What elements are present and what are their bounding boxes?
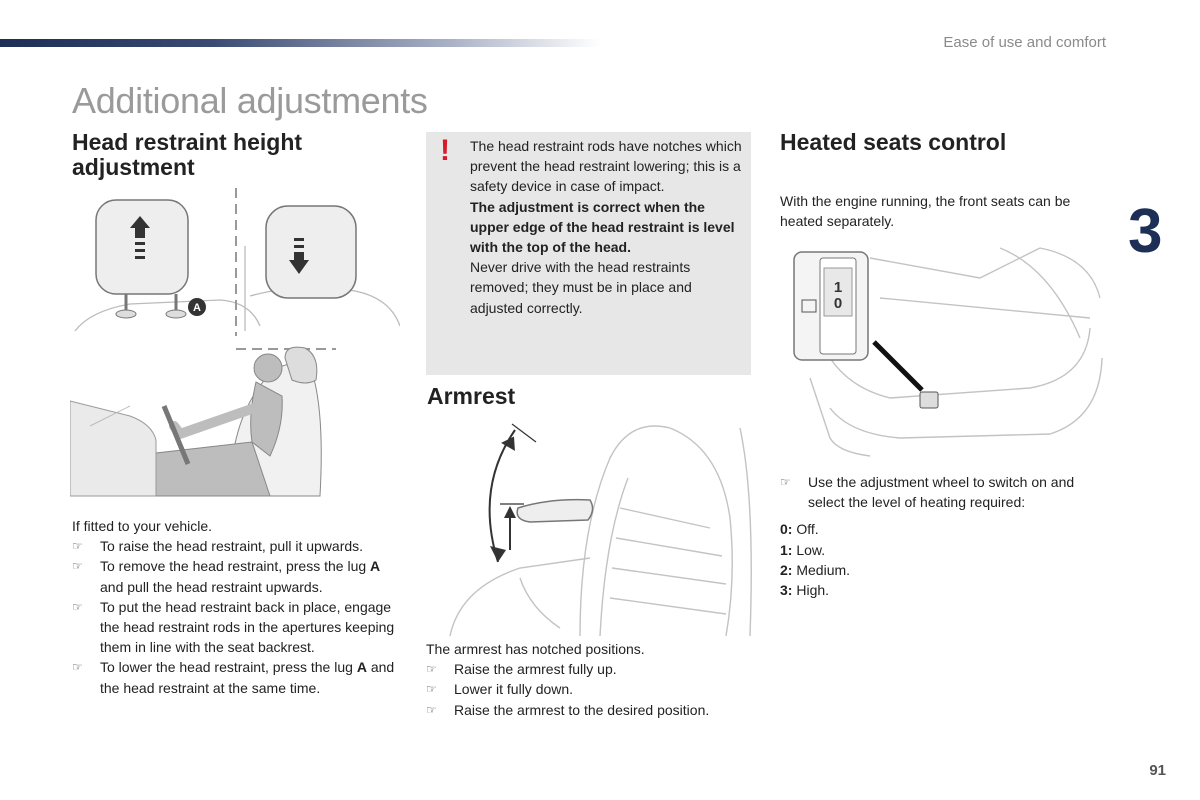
list-item: ☞ Lower it fully down. [426,679,756,699]
heat-level-high: 3: High. [780,582,830,599]
heat-level-medium: 2: Medium. [780,561,851,578]
bullet-icon: ☞ [72,599,83,614]
head-restraint-instructions [72,516,402,698]
bullet-icon: ☞ [426,682,437,697]
dial-number: 0 [833,295,843,312]
driver-seating-figure [70,346,338,498]
chapter-number: 3 [1128,197,1163,266]
header-accent-bar [0,39,600,47]
armrest-figure [440,418,760,638]
bullet-icon: ☞ [426,662,437,677]
page-title: Additional adjustments [72,80,428,121]
heated-seats-intro: With the engine running, the front seats can be heated separately. [780,193,1071,230]
heat-level-low: 1: Low. [780,541,826,558]
heat-level-off: 0: Off. [780,521,819,538]
page-number: 91 [1149,762,1166,779]
list-item: ☞ Raise the armrest fully up. [426,659,756,679]
heated-seat-figure [790,238,1106,460]
head-restraint-intro: If fitted to your vehicle. [72,518,213,534]
list-item: ☞ To put the head restraint back in place, engage the head restraint rods in the apertures keeping them in line with the seat backrest. [72,598,395,656]
list-item: ☞ Raise the armrest to the desired position. [426,700,756,720]
warning-text-bold: The adjustment is correct when the upper edge of the head restraint is level with the top of the head. [470,198,735,256]
heated-seats-heading: Heated seats control [780,129,1007,155]
head-restraint-figure [70,186,400,336]
list-item: ☞ To raise the head restraint, pull it upwards. [72,536,402,556]
warning-box [426,132,751,375]
armrest-instructions [426,639,756,720]
warning-text: The head restraint rods have notches which prevent the head restraint lowering; this is a safety device in case of impact. [470,138,742,195]
lug-a-label: A [193,302,201,314]
dial-number: 1 [833,279,843,296]
warning-text: Never drive with the head restraints removed; they must be in place and adjusted correctly. [470,259,692,316]
heated-seats-instructions [780,472,1110,600]
list-item: ☞ To lower the head restraint, press the lug A and the head restraint at the same time. [72,659,395,696]
bullet-icon: ☞ [426,702,437,717]
lug-reference: A [370,558,381,575]
armrest-heading: Armrest [427,383,516,409]
warning-icon: ! [440,134,450,167]
lug-reference: A [356,659,367,676]
armrest-intro: The armrest has notched positions. [426,641,645,657]
bullet-icon: ☞ [780,475,791,489]
section-label: Ease of use and comfort [943,34,1106,51]
list-item: ☞ Use the adjustment wheel to switch on and select the level of heating required: [780,474,1075,511]
bullet-icon: ☞ [72,660,83,675]
head-restraint-heading: Head restraint height adjustment [72,129,303,180]
bullet-icon: ☞ [72,539,83,554]
list-item: ☞ To remove the head restraint, press the lug A and pull the head restraint upwards. [72,558,381,595]
bullet-icon: ☞ [72,559,83,574]
